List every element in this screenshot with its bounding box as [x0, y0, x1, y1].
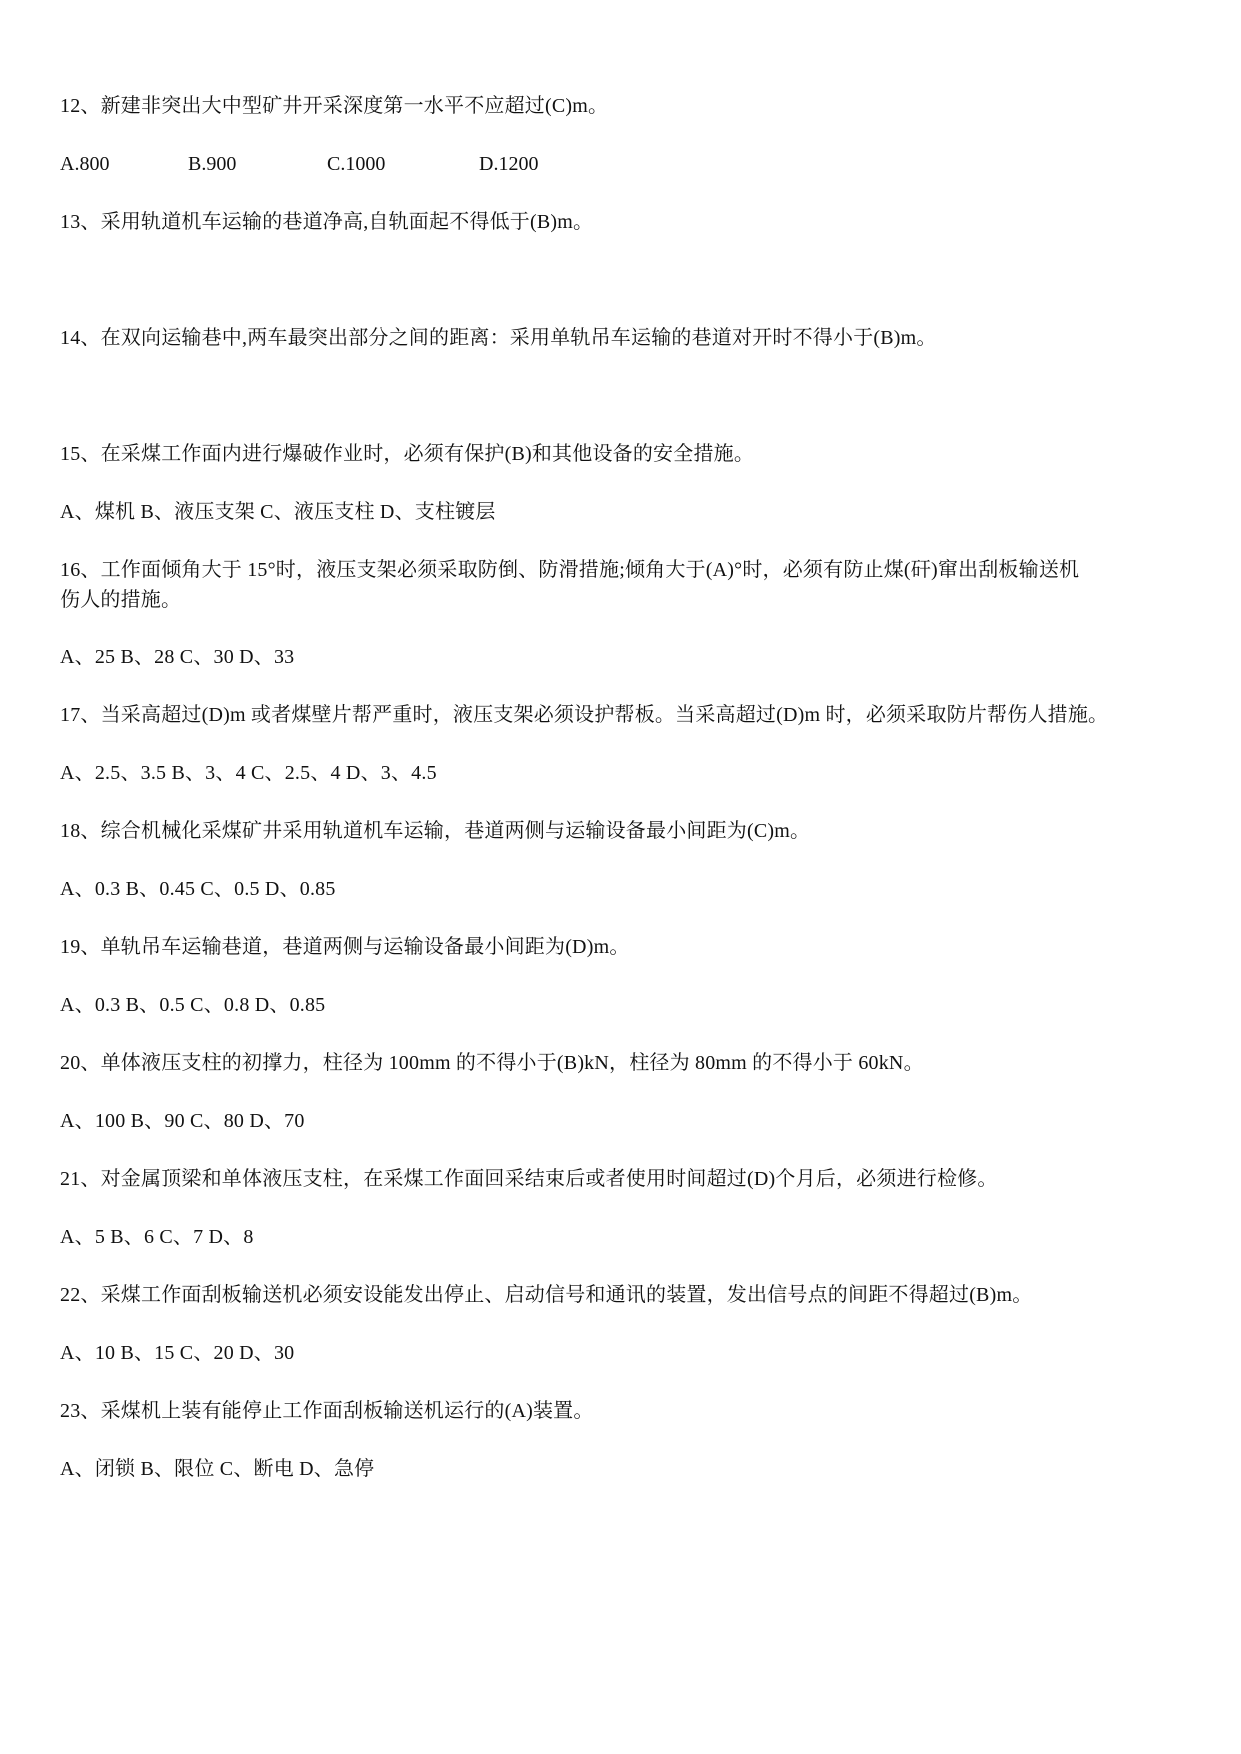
question-17-options: A、2.5、3.5 B、3、4 C、2.5、4 D、3、4.5: [60, 762, 437, 784]
question-13: 13、采用轨道机车运输的巷道净高,自轨面起不得低于(B)m。: [60, 211, 594, 233]
question-22: 22、采煤工作面刮板输送机必须安设能发出停止、启动信号和通讯的装置，发出信号点的间距不得超过(B)m。: [60, 1284, 1033, 1306]
question-18: 18、综合机械化采煤矿井采用轨道机车运输，巷道两侧与运输设备最小间距为(C)m。: [60, 820, 811, 842]
question-14: 14、在双向运输巷中,两车最突出部分之间的距离：采用单轨吊车运输的巷道对开时不得小于(B)m。: [60, 327, 937, 349]
question-19: 19、单轨吊车运输巷道，巷道两侧与运输设备最小间距为(D)m。: [60, 936, 630, 958]
question-12-options: [60, 147, 538, 181]
question-12-option-c: C.1000: [327, 153, 386, 175]
question-17: 17、当采高超过(D)m 或者煤壁片帮严重时，液压支架必须设护帮板。当采高超过(D)m 时，必须采取防片帮伤人措施。: [60, 704, 1109, 726]
question-21: 21、对金属顶梁和单体液压支柱，在采煤工作面回采结束后或者使用时间超过(D)个月后，必须进行检修。: [60, 1168, 998, 1190]
question-18-options: A、0.3 B、0.45 C、0.5 D、0.85: [60, 878, 336, 900]
question-16-options: A、25 B、28 C、30 D、33: [60, 646, 295, 668]
question-12-option-d: D.1200: [479, 153, 539, 175]
question-23-options: A、闭锁 B、限位 C、断电 D、急停: [60, 1458, 375, 1480]
question-12-option-b: B.900: [188, 153, 237, 175]
question-15-options: A、煤机 B、液压支架 C、液压支柱 D、支柱镀层: [60, 501, 496, 523]
question-15: 15、在采煤工作面内进行爆破作业时，必须有保护(B)和其他设备的安全措施。: [60, 443, 755, 465]
question-12-option-a: A.800: [60, 153, 110, 175]
question-21-options: A、5 B、6 C、7 D、8: [60, 1226, 254, 1248]
question-22-options: A、10 B、15 C、20 D、30: [60, 1342, 295, 1364]
question-16-line-2: 伤人的措施。: [60, 589, 182, 611]
question-19-options: A、0.3 B、0.5 C、0.8 D、0.85: [60, 994, 326, 1016]
question-20-options: A、100 B、90 C、80 D、70: [60, 1110, 305, 1132]
question-20: 20、单体液压支柱的初撑力，柱径为 100mm 的不得小于(B)kN，柱径为 80mm 的不得小于 60kN。: [60, 1052, 924, 1074]
question-16-line-1: 16、工作面倾角大于 15°时，液压支架必须采取防倒、防滑措施;倾角大于(A)°时，必须有防止煤(矸)窜出刮板输送机: [60, 559, 1080, 581]
question-12: 12、新建非突出大中型矿井开采深度第一水平不应超过(C)m。: [60, 95, 609, 117]
question-23: 23、采煤机上装有能停止工作面刮板输送机运行的(A)装置。: [60, 1400, 594, 1422]
